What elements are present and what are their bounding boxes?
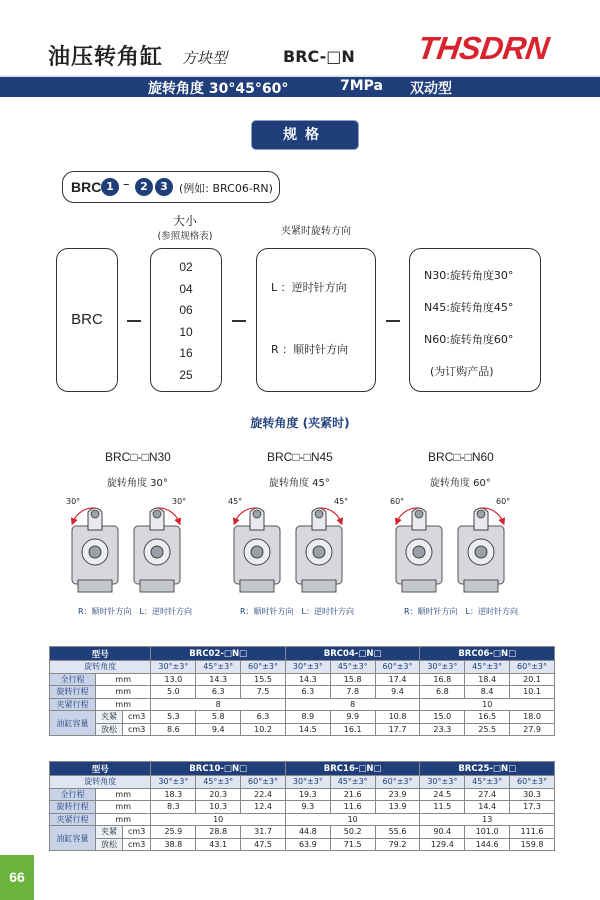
base-box xyxy=(56,248,118,392)
model-code: BRC-□N xyxy=(283,47,355,66)
row-unit: mm xyxy=(96,801,151,814)
table-angle-cell: 60°±3° xyxy=(510,776,555,789)
size-option: 10 xyxy=(179,324,193,339)
table-cell: 111.6 xyxy=(510,826,555,839)
table-cell: 18.0 xyxy=(510,711,555,724)
table-cell: 15.5 xyxy=(241,673,286,686)
table-cell: 9.9 xyxy=(330,711,375,724)
table-cell: 47.5 xyxy=(241,838,286,851)
size-option: 04 xyxy=(179,281,193,296)
table-cell: 8 xyxy=(151,698,285,711)
table-angle-cell: 60°±3° xyxy=(510,661,555,674)
table-row xyxy=(50,801,555,814)
size-box xyxy=(150,248,222,392)
page-subtitle: 方块型 xyxy=(182,49,228,67)
row-sublabel: 放松 xyxy=(96,838,123,851)
table-cell: 17.4 xyxy=(375,673,420,686)
table-cell: 16.5 xyxy=(465,711,510,724)
table-angle-label: 旋转角度 xyxy=(50,661,151,674)
banner-pressure: 7MPa xyxy=(340,78,384,94)
table-angle-cell: 45°±3° xyxy=(196,776,241,789)
row-sublabel: 夹紧 xyxy=(96,711,123,724)
separator-1 xyxy=(127,320,141,322)
angle-n60: N60:旋转角度60° xyxy=(424,333,514,346)
banner-type: 双动型 xyxy=(410,81,452,97)
table-angle-cell: 30°±3° xyxy=(285,776,330,789)
table-angle-cell: 60°±3° xyxy=(241,661,286,674)
table-row xyxy=(50,838,555,851)
table-header-model: 型号 xyxy=(50,762,151,776)
table-angle-cell: 60°±3° xyxy=(375,776,420,789)
size-label: 大小 xyxy=(172,214,197,228)
table-cell: 25.5 xyxy=(465,723,510,736)
row-sublabel: 夹紧 xyxy=(96,826,123,839)
table-angle-label: 旋转角度 xyxy=(50,776,151,789)
table-row xyxy=(50,673,555,686)
table-cell: 90.4 xyxy=(420,826,465,839)
table-cell: 17.3 xyxy=(510,801,555,814)
row-unit: mm xyxy=(96,813,151,826)
table-angle-cell: 60°±3° xyxy=(375,661,420,674)
table-cell: 8 xyxy=(285,698,419,711)
table-angle-cell: 30°±3° xyxy=(420,776,465,789)
table-row xyxy=(50,698,555,711)
legend-n45: R：顺时针方向 L：逆时针方向 xyxy=(240,607,355,616)
table-angle-cell: 30°±3° xyxy=(285,661,330,674)
table-cell: 9.3 xyxy=(285,801,330,814)
table-row xyxy=(50,788,555,801)
spec-section-label: 规格 xyxy=(252,121,358,149)
direction-l: L ：逆时针方向 xyxy=(271,281,347,294)
table-cell: 6.3 xyxy=(196,686,241,699)
angle-box xyxy=(409,248,541,392)
table-cell: 44.8 xyxy=(285,826,330,839)
table-cell: 14.3 xyxy=(285,673,330,686)
cylinder-drawing xyxy=(296,497,348,592)
table-cell: 18.3 xyxy=(151,788,196,801)
angle-mark: 60° xyxy=(496,497,511,506)
row-label: 油缸容量 xyxy=(50,826,96,851)
direction-r: R ：顺时针方向 xyxy=(271,343,349,356)
cylinder-drawing xyxy=(458,497,510,592)
row-label: 夹紧行程 xyxy=(50,698,96,711)
code-circle-1: 1 xyxy=(101,178,119,196)
table-cell: 8.6 xyxy=(151,723,196,736)
code-prefix: BRC xyxy=(71,179,102,195)
row-unit: cm3 xyxy=(122,838,151,851)
separator-2 xyxy=(232,320,246,322)
table-cell: 15.0 xyxy=(420,711,465,724)
cylinder-drawing xyxy=(228,497,280,592)
row-unit: mm xyxy=(96,788,151,801)
table-cell: 6.3 xyxy=(241,711,286,724)
rotation-illustrations xyxy=(60,490,580,600)
row-unit: cm3 xyxy=(122,711,151,724)
table-cell: 16.1 xyxy=(330,723,375,736)
table-angle-cell: 45°±3° xyxy=(196,661,241,674)
brand-logo: THSDRN xyxy=(415,30,551,66)
cylinder-drawing xyxy=(66,497,118,592)
table-row xyxy=(50,686,555,699)
table-cell: 9.4 xyxy=(375,686,420,699)
size-list xyxy=(151,257,221,386)
table-cell: 10.8 xyxy=(375,711,420,724)
angle-mark: 30° xyxy=(172,497,187,506)
table-cell: 31.7 xyxy=(241,826,286,839)
row-label: 旋转行程 xyxy=(50,686,96,699)
table-cell: 22.4 xyxy=(241,788,286,801)
table-cell: 25.9 xyxy=(151,826,196,839)
table-cell: 38.8 xyxy=(151,838,196,851)
table-header-group: BRC02-□N□ xyxy=(151,647,285,661)
row-unit: mm xyxy=(96,686,151,699)
table-cell: 12.4 xyxy=(241,801,286,814)
angle-mark: 60° xyxy=(390,497,405,506)
table-angle-cell: 45°±3° xyxy=(330,661,375,674)
table-cell: 63.9 xyxy=(285,838,330,851)
variant-n30-model: BRC□-□N30 xyxy=(105,450,171,464)
row-label: 全行程 xyxy=(50,673,96,686)
table-cell: 10.2 xyxy=(241,723,286,736)
table-angle-cell: 30°±3° xyxy=(151,776,196,789)
direction-box xyxy=(256,248,376,392)
row-label: 夹紧行程 xyxy=(50,813,96,826)
table-cell: 27.9 xyxy=(510,723,555,736)
size-option: 06 xyxy=(179,303,193,317)
table-cell: 10 xyxy=(420,698,555,711)
table-header-model: 型号 xyxy=(50,647,151,661)
banner-angles: 旋转角度 30°45°60° xyxy=(148,81,289,97)
table-cell: 144.6 xyxy=(465,838,510,851)
rotation-section-title: 旋转角度 (夹紧时) xyxy=(250,416,350,430)
angle-mark: 45° xyxy=(334,497,349,506)
angle-n30: N30:旋转角度30° xyxy=(424,269,514,282)
row-unit: cm3 xyxy=(122,723,151,736)
table-cell: 23.9 xyxy=(375,788,420,801)
table-cell: 20.1 xyxy=(510,673,555,686)
table-cell: 71.5 xyxy=(330,838,375,851)
table-cell: 11.6 xyxy=(330,801,375,814)
variant-n60-model: BRC□-□N60 xyxy=(428,450,494,464)
table-cell: 7.8 xyxy=(330,686,375,699)
table-cell: 13.9 xyxy=(375,801,420,814)
table-cell: 10.3 xyxy=(196,801,241,814)
table-cell: 5.0 xyxy=(151,686,196,699)
table-cell: 6.3 xyxy=(285,686,330,699)
table-cell: 24.5 xyxy=(420,788,465,801)
spec-banner xyxy=(0,75,600,97)
size-option: 02 xyxy=(179,260,193,274)
row-unit: mm xyxy=(96,698,151,711)
variant-n60-angle: 旋转角度 60° xyxy=(430,478,491,489)
table-cell: 159.8 xyxy=(510,838,555,851)
table-cell: 13.0 xyxy=(151,673,196,686)
order-code-box xyxy=(62,171,280,203)
table-header-group: BRC10-□N□ xyxy=(151,762,285,776)
base-label: BRC xyxy=(71,311,103,328)
code-example: (例如: BRC06-RN) xyxy=(179,182,273,195)
table-cell: 14.3 xyxy=(196,673,241,686)
table-angle-cell: 45°±3° xyxy=(465,776,510,789)
table-cell: 30.3 xyxy=(510,788,555,801)
row-unit: cm3 xyxy=(122,826,151,839)
table-cell: 79.2 xyxy=(375,838,420,851)
page-number: 66 xyxy=(0,855,34,900)
table-cell: 13 xyxy=(420,813,555,826)
table-cell: 20.3 xyxy=(196,788,241,801)
cylinder-drawing xyxy=(134,497,186,592)
table-cell: 16.8 xyxy=(420,673,465,686)
table-cell: 9.4 xyxy=(196,723,241,736)
size-option: 16 xyxy=(179,346,193,360)
table-cell: 15.8 xyxy=(330,673,375,686)
table-cell: 23.3 xyxy=(420,723,465,736)
table-angle-cell: 30°±3° xyxy=(420,661,465,674)
row-label: 全行程 xyxy=(50,788,96,801)
page-title: 油压转角缸 xyxy=(48,45,164,70)
table-cell: 8.3 xyxy=(151,801,196,814)
spec-table-2 xyxy=(49,761,555,851)
row-label: 旋转行程 xyxy=(50,801,96,814)
variant-n45-model: BRC□-□N45 xyxy=(267,450,333,464)
table-cell: 27.4 xyxy=(465,788,510,801)
table-cell: 5.3 xyxy=(151,711,196,724)
table-angle-cell: 45°±3° xyxy=(330,776,375,789)
table-angle-cell: 45°±3° xyxy=(465,661,510,674)
table-cell: 11.5 xyxy=(420,801,465,814)
direction-label: 夹紧时旋转方向 xyxy=(281,226,351,237)
variant-n30-angle: 旋转角度 30° xyxy=(107,478,168,489)
table-cell: 50.2 xyxy=(330,826,375,839)
table-header-group: BRC06-□N□ xyxy=(420,647,555,661)
table-row xyxy=(50,813,555,826)
table-header-group: BRC16-□N□ xyxy=(285,762,419,776)
row-unit: mm xyxy=(96,673,151,686)
table-cell: 28.8 xyxy=(196,826,241,839)
variant-n45-angle: 旋转角度 45° xyxy=(269,478,330,489)
legend-n60: R：顺时针方向 L：逆时针方向 xyxy=(404,607,519,616)
table-header-group: BRC25-□N□ xyxy=(420,762,555,776)
table-cell: 7.5 xyxy=(241,686,286,699)
spec-table-1 xyxy=(49,646,555,736)
table-cell: 21.6 xyxy=(330,788,375,801)
table-cell: 8.4 xyxy=(465,686,510,699)
table-cell: 14.5 xyxy=(285,723,330,736)
table-cell: 6.8 xyxy=(420,686,465,699)
table-cell: 17.7 xyxy=(375,723,420,736)
table-cell: 8.9 xyxy=(285,711,330,724)
angle-mark: 45° xyxy=(228,497,243,506)
code-circle-3: 3 xyxy=(155,178,173,196)
angle-n45: N45:旋转角度45° xyxy=(424,301,514,314)
code-dash: – xyxy=(123,177,130,192)
legend-n30: R：顺时针方向 L：逆时针方向 xyxy=(78,607,193,616)
cylinder-drawing xyxy=(390,497,442,592)
table-cell: 14.4 xyxy=(465,801,510,814)
table-angle-cell: 30°±3° xyxy=(151,661,196,674)
separator-3 xyxy=(386,320,400,322)
table-row xyxy=(50,711,555,724)
table-header-group: BRC04-□N□ xyxy=(285,647,419,661)
table-cell: 10.1 xyxy=(510,686,555,699)
table-angle-cell: 60°±3° xyxy=(241,776,286,789)
order-note: (为订购产品) xyxy=(430,365,494,378)
table-cell: 43.1 xyxy=(196,838,241,851)
table-row xyxy=(50,826,555,839)
table-cell: 10 xyxy=(285,813,419,826)
table-row xyxy=(50,723,555,736)
size-option: 25 xyxy=(179,367,193,382)
table-cell: 5.8 xyxy=(196,711,241,724)
table-cell: 129.4 xyxy=(420,838,465,851)
size-note: (参照规格表) xyxy=(157,231,213,242)
row-label: 油缸容量 xyxy=(50,711,96,736)
table-cell: 55.6 xyxy=(375,826,420,839)
angle-mark: 30° xyxy=(66,497,81,506)
table-cell: 19.3 xyxy=(285,788,330,801)
row-sublabel: 放松 xyxy=(96,723,123,736)
table-cell: 10 xyxy=(151,813,285,826)
table-cell: 101.0 xyxy=(465,826,510,839)
table-cell: 18.4 xyxy=(465,673,510,686)
code-circle-2: 2 xyxy=(135,178,153,196)
